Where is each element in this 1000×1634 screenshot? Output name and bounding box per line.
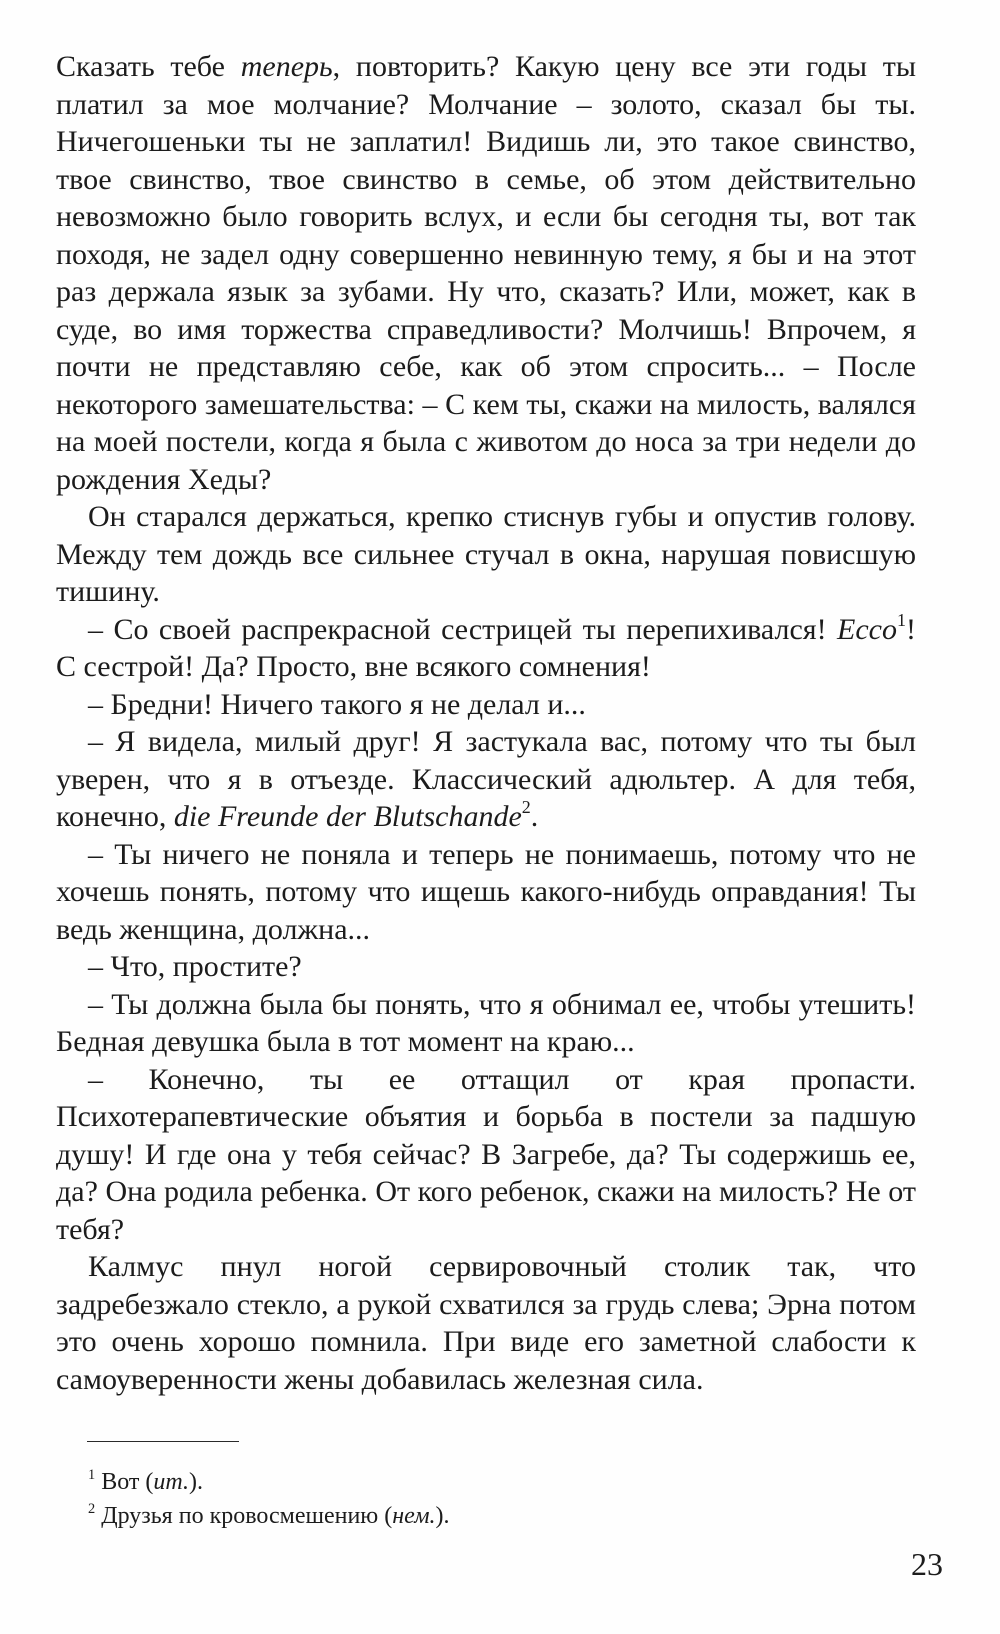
paragraph: – Что, простите? (88, 950, 302, 983)
text-run: – Со своей распрекрасной сестрицей ты перепихивался! (88, 612, 838, 646)
paragraph: – Конечно, ты ее оттащил от края пропасти. Психотерапевтические объятия и борьба в постели за падшую душу! И где она у тебя сейчас? В Загребе, да? Ты содержишь ее, да? Она родила ребенка. От кого ребенок, скажи на милость? Не от тебя? (56, 1062, 916, 1246)
text-run: – Я видела, милый друг! Я застукала вас, потому что ты был уверен, что я в отъезде. Классический адюльтер. А для тебя, конечно, (56, 725, 916, 833)
paragraph: – Бредни! Ничего такого я не делал и... (88, 687, 586, 721)
text-run: Сказать тебе (56, 50, 241, 83)
text-run: , повторить? Какую цену все эти годы ты платил за мое молчание? Молчание – золото, сказал бы ты. Ничегошеньки ты не заплатил! Видишь ли, это такое свинство, твое свинство, твое свинство в семье, об этом действительно невозможно было говорить вслух, и если бы сегодня ты, вот так походя, не задел одну совершенно невинную тему, я бы и на этот раз держала язык за зубами. Ну что, сказать? Или, может, как в суде, во имя торжества справедливости? Молчишь! Впрочем, я почти не представляю себе, как об этом спросить... – После некоторого замешательства: – С кем ты, скажи на милость, валялся на моей постели, когда я была с животом до носа за три недели до рождения Хеды? (56, 50, 916, 496)
footnote-text: Друзья по кровосмешению ( (101, 1503, 393, 1529)
paragraph: – Ты ничего не поняла и теперь не понимаешь, потому что не хочешь понять, потому что ищешь какого-нибудь оправдания! Ты ведь женщина, должна... (56, 837, 916, 946)
footnote-language: ит. (153, 1469, 189, 1495)
footnote-language: нем. (392, 1503, 436, 1529)
footnote-2 (88, 1499, 888, 1533)
paragraph: Он старался держаться, крепко стиснув губы и опустив голову. Между тем дождь все сильнее стучал в окна, нарушая повисшую тишину. (56, 500, 916, 608)
main-text (56, 48, 916, 1398)
footnotes (88, 1465, 888, 1533)
footnote-divider (87, 1441, 239, 1442)
footnote-number: 2 (88, 1500, 96, 1517)
paragraph (56, 611, 916, 686)
italic-text: теперь (240, 50, 333, 83)
page-number: 23 (911, 1546, 943, 1582)
footnote-text: ). (189, 1469, 203, 1495)
text-run: . (530, 800, 539, 833)
footnote-text: ). (435, 1503, 450, 1529)
footnote-1 (88, 1465, 888, 1499)
text-run: ! С сестрой! Да? Просто, вне всякого сомнения! (56, 612, 916, 683)
footnote-marker: 1 (897, 609, 906, 630)
footnote-number: 1 (88, 1466, 96, 1483)
footnote-marker: 2 (521, 797, 531, 818)
paragraph: – Ты должна была бы понять, что я обнимал ее, чтобы утешить! Бедная девушка была в тот момент на краю... (56, 987, 916, 1058)
footnote-text: Вот ( (101, 1469, 154, 1495)
paragraph (56, 48, 916, 498)
paragraph: Калмус пнул ногой сервировочный столик так, что задребезжало стекло, а рукой схватился за грудь слева; Эрна потом это очень хорошо помнила. При виде его заметной слабости к самоуверенности жены добавилась железная сила. (56, 1250, 916, 1396)
paragraph (56, 723, 916, 836)
italic-text: die Freunde der Blutschande (173, 800, 522, 833)
italic-text: Ecco (837, 612, 897, 646)
